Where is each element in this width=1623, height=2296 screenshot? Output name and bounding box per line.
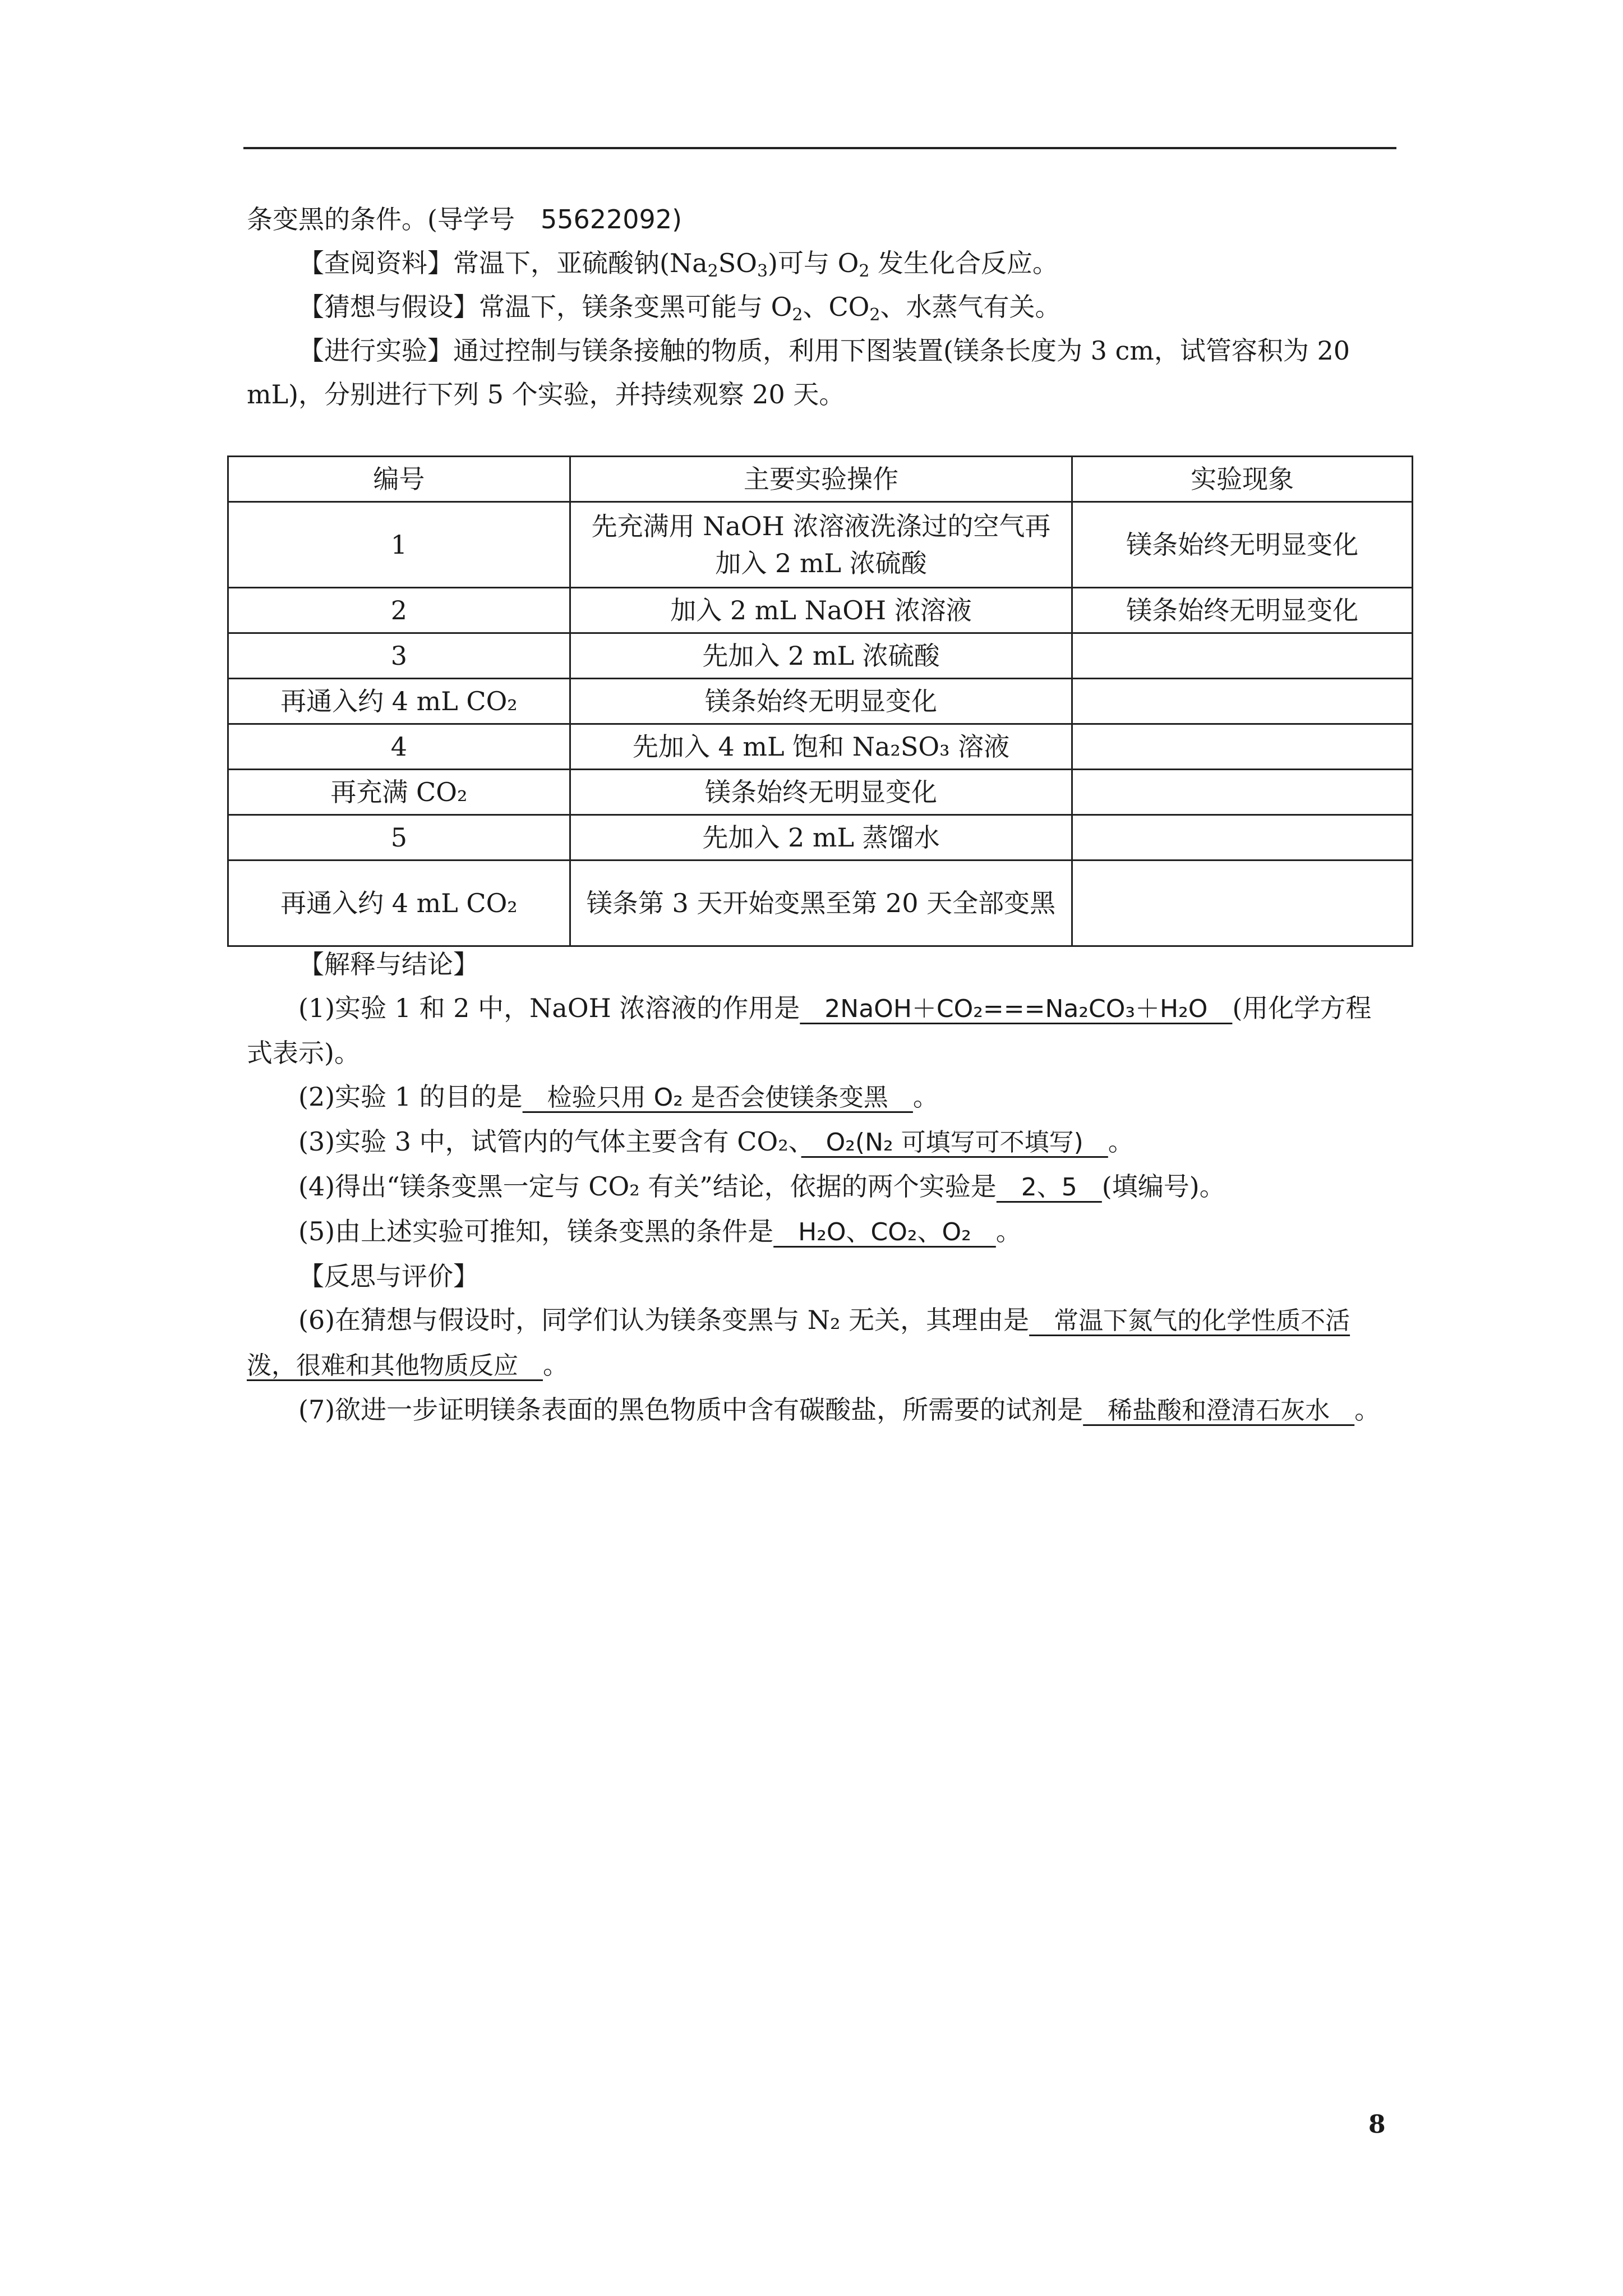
info-text: 发生化合反应。 (869, 248, 1059, 278)
question-text: (1)实验 1 和 2 中，NaOH 浓溶液的作用是 (298, 993, 800, 1023)
table-cell: 镁条始终无明显变化 (1072, 588, 1413, 633)
experiment-text: 通过控制与镁条接触的物质，利用下图装置(镁条长度为 3 cm，试管容积为 20 mL)，分别进行下列 5 个实验，并持续观察 20 天。 (247, 335, 1350, 409)
answer-7: 稀盐酸和澄清石灰水 (1083, 1396, 1355, 1425)
hypothesis-paragraph: 【猜想与假设】常温下，镁条变黑可能与 $O_2$、$CO_2$、水蒸气有关。 (298, 292, 1061, 325)
hypothesis-label: 【猜想与假设】 (298, 292, 479, 322)
table-cell: 再通入约 4 mL CO₂ (228, 679, 570, 724)
table-cell: 5 (228, 815, 570, 861)
experiment-paragraph (247, 329, 1395, 416)
question-6 (247, 1298, 1395, 1388)
reflection-label: 【反思与评价】 (298, 1261, 479, 1291)
answer-4: 2、5 (996, 1173, 1102, 1202)
question-text: 。 (543, 1350, 569, 1380)
info-text: SO (718, 248, 757, 278)
question-3 (247, 1120, 1395, 1165)
table-cell: 再充满 CO₂ (228, 770, 570, 815)
question-text: (6)在猜想与假设时，同学们认为镁条变黑与 N₂ 无关，其理由是 (298, 1305, 1030, 1335)
question-7 (247, 1388, 1395, 1433)
table-cell: 镁条始终无明显变化 (570, 679, 1072, 724)
table-cell (1072, 815, 1413, 861)
question-text: (7)欲进一步证明镁条表面的黑色物质中含有碳酸盐，所需要的试剂是 (298, 1395, 1083, 1425)
table-cell: 镁条始终无明显变化 (570, 770, 1072, 815)
header-operation: 主要实验操作 (570, 457, 1072, 502)
table-row (228, 724, 1413, 770)
hypothesis-text: 、水蒸气有关。 (880, 292, 1061, 322)
question-text: (5)由上述实验可推知，镁条变黑的条件是 (298, 1216, 774, 1246)
table-row (228, 633, 1413, 679)
question-text: (2)实验 1 的目的是 (298, 1082, 523, 1112)
info-text: 常温下，亚硫酸钠(Na (453, 248, 708, 278)
answers-section (247, 942, 1395, 1433)
info-label: 【查阅资料】 (298, 248, 453, 278)
answer-2: 检验只用 O₂ 是否会使镁条变黑 (522, 1083, 913, 1112)
header-phenomenon: 实验现象 (1072, 457, 1413, 502)
experiment-table (227, 455, 1413, 947)
question-text: (填编号)。 (1101, 1171, 1225, 1202)
intro-section (247, 197, 1395, 416)
table-cell: 3 (228, 633, 570, 679)
table-cell: 先加入 2 mL 蒸馏水 (570, 815, 1072, 861)
question-text: 。 (995, 1216, 1022, 1246)
question-1 (247, 986, 1395, 1075)
question-text: 。 (1108, 1126, 1134, 1157)
question-text: 。 (912, 1082, 939, 1112)
table-cell (1072, 770, 1413, 815)
table-row (228, 679, 1413, 724)
question-text: (4)得出“镁条变黑一定与 CO₂ 有关”结论，依据的两个实验是 (298, 1171, 997, 1202)
table-header-row (228, 457, 1413, 502)
table-cell: 镁条第 3 天开始变黑至第 20 天全部变黑 (570, 861, 1072, 946)
table-cell: 先加入 4 mL 饱和 Na₂SO₃ 溶液 (570, 724, 1072, 770)
hypothesis-text: 、CO (803, 292, 870, 322)
table-row (228, 770, 1413, 815)
hypothesis-text: 常温下，镁条变黑可能与 O (479, 292, 792, 322)
answer-6: 常温下氮气的化学性质不活泼，很难和其他物质反应 (247, 1306, 1350, 1380)
answer-1: 2NaOH＋CO₂===Na₂CO₃＋H₂O (800, 995, 1233, 1023)
question-5 (247, 1209, 1395, 1254)
guide-number: 55622092) (540, 204, 683, 234)
table-cell (1072, 633, 1413, 679)
conclusion-label: 【解释与结论】 (298, 949, 479, 979)
table-cell: 4 (228, 724, 570, 770)
table-row (228, 861, 1413, 946)
table-cell: 加入 2 mL NaOH 浓溶液 (570, 588, 1072, 633)
intro-text: 条变黑的条件。(导学号 (247, 204, 541, 234)
answer-5: H₂O、CO₂、O₂ (773, 1218, 996, 1246)
experiment-label: 【进行实验】 (298, 335, 453, 366)
question-2 (247, 1075, 1395, 1120)
table-cell: 镁条始终无明显变化 (1072, 502, 1413, 588)
table-cell (1072, 679, 1413, 724)
table-cell: 1 (228, 502, 570, 588)
intro-line (247, 197, 1395, 241)
table-cell (1072, 724, 1413, 770)
table-row (228, 502, 1413, 588)
page-number: 8 (1368, 2110, 1386, 2139)
header-number: 编号 (228, 457, 570, 502)
info-text: )可与 O (768, 248, 859, 278)
table-row (228, 815, 1413, 861)
table-cell: 先加入 2 mL 浓硫酸 (570, 633, 1072, 679)
question-text: (用化学方程式表示)。 (247, 993, 1372, 1068)
question-4 (247, 1165, 1395, 1209)
question-text: (3)实验 3 中，试管内的气体主要含有 CO₂、 (298, 1126, 801, 1157)
table-cell: 再通入约 4 mL CO₂ (228, 861, 570, 946)
answer-3: O₂(N₂ 可填写可不填写) (801, 1128, 1108, 1157)
table-cell: 先充满用 NaOH 浓溶液洗涤过的空气再加入 2 mL 浓硫酸 (570, 502, 1072, 588)
table-cell (1072, 861, 1413, 946)
table-row (228, 588, 1413, 633)
table-cell: 2 (228, 588, 570, 633)
header-rule (243, 147, 1396, 149)
question-text: 。 (1354, 1395, 1381, 1425)
info-paragraph: 【查阅资料】常温下，亚硫酸钠$(Na_2SO_3)$可与 $O_2$ 发生化合反应。 (298, 248, 1059, 281)
